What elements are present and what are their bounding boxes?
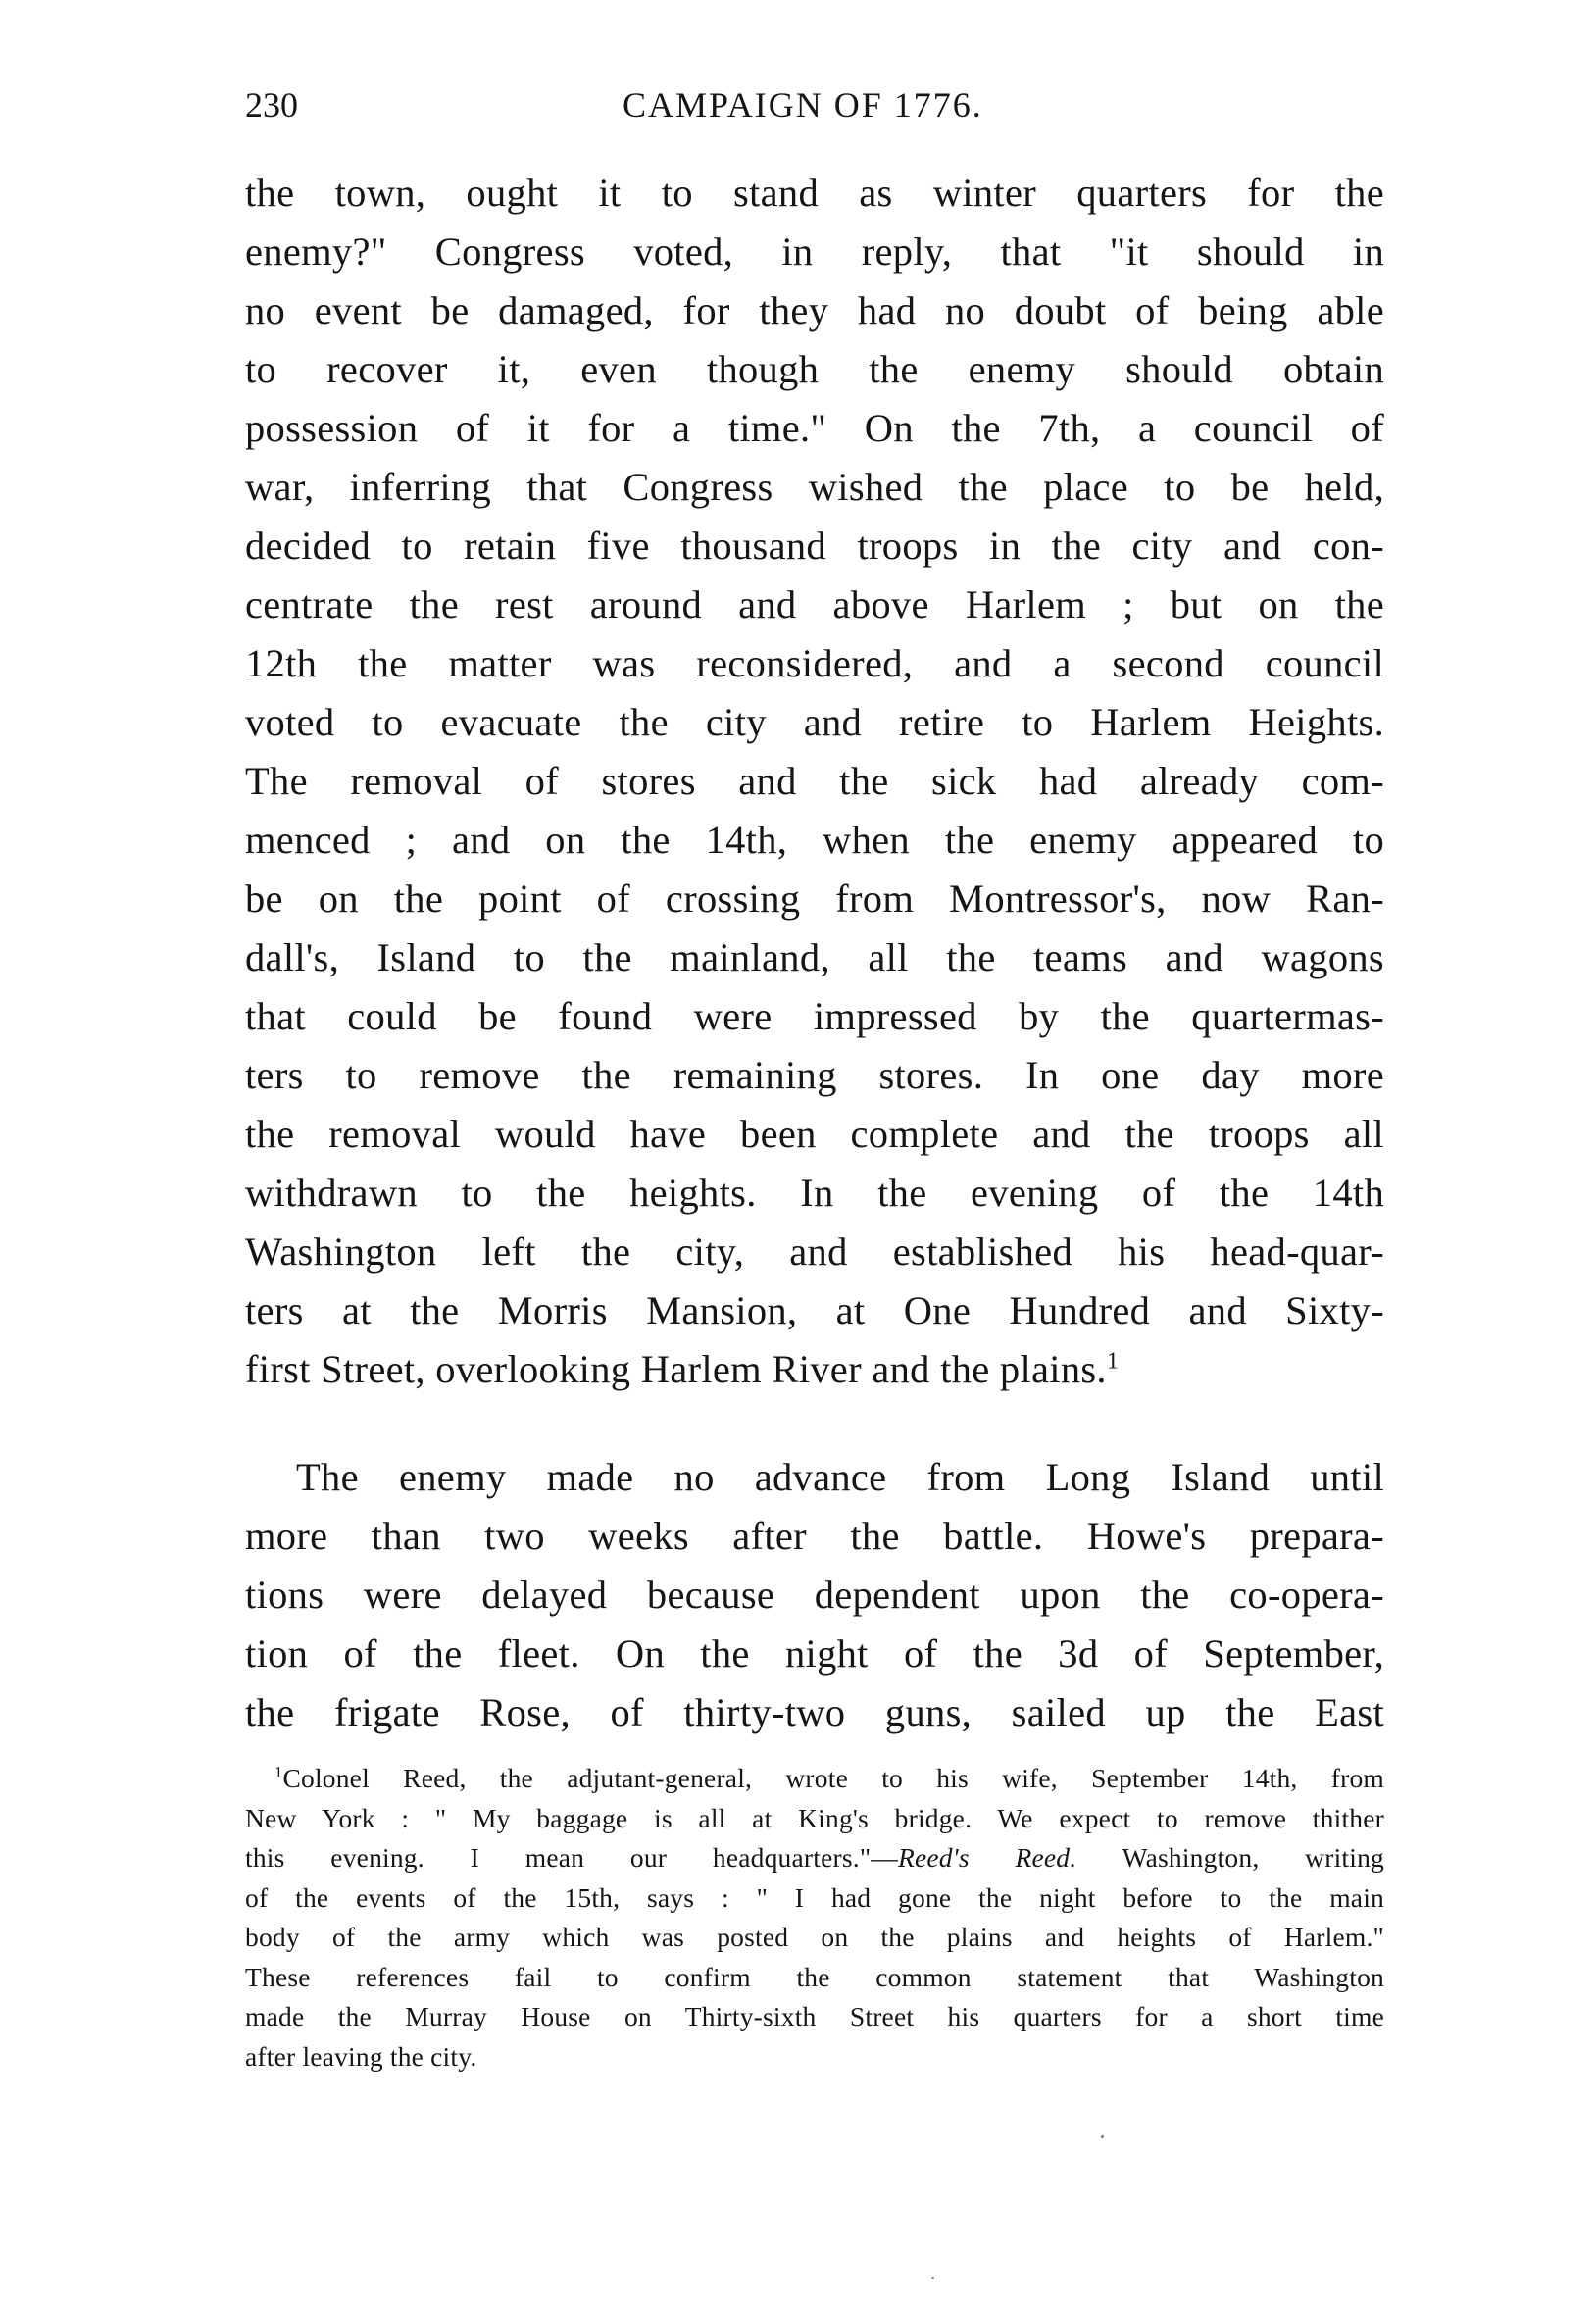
text-line: Washington left the city, and established his head-quar-	[245, 1229, 1384, 1274]
text-line: war, inferring that Congress wished the place to be held,	[245, 465, 1384, 509]
footnote-line: of the events of the 15th, says : " I had gone the night before to the main	[245, 1881, 1384, 1913]
running-title: CAMPAIGN OF 1776.	[623, 85, 983, 125]
text-line: decided to retain five thousand troops in the city and con-	[245, 524, 1384, 568]
footnote-line-tail: Washington, writing	[1076, 1842, 1385, 1873]
text-line: 12th the matter was reconsidered, and a second council	[245, 641, 1384, 685]
text-line: the town, ought it to stand as winter quarters for the	[245, 171, 1384, 215]
text-line: the frigate Rose, of thirty-two guns, sailed up the East	[245, 1690, 1384, 1734]
text-line: voted to evacuate the city and retire to Harlem Heights.	[245, 700, 1384, 744]
footnote-line: New York : " My baggage is all at King's bridge. We expect to remove thither	[245, 1802, 1384, 1833]
text-line: withdrawn to the heights. In the evening of the 14th	[245, 1171, 1384, 1215]
text-line: be on the point of crossing from Montressor's, now Ran-	[245, 876, 1384, 921]
paragraph-1	[245, 164, 1384, 1399]
footnote-line: These references fail to confirm the common statement that Washington	[245, 1961, 1384, 1992]
text-line: The removal of stores and the sick had already com-	[245, 759, 1384, 803]
footnote-line: body of the army which was posted on the plains and heights of Harlem."	[245, 1922, 1384, 1952]
footnote-line-content: this evening. I mean our headquarters."—	[245, 1842, 898, 1873]
text-line: the removal would have been complete and the troops all	[245, 1112, 1384, 1156]
text-line: possession of it for a time." On the 7th, a council of	[245, 406, 1384, 450]
text-line: enemy?" Congress voted, in reply, that "it should in	[245, 229, 1384, 274]
paragraph-2	[245, 1448, 1384, 1742]
footnote-line-last: after leaving the city.	[245, 2040, 477, 2072]
text-line: more than two weeks after the battle. Howe's prepara-	[245, 1514, 1384, 1558]
text-line: no event be damaged, for they had no doubt of being able	[245, 288, 1384, 332]
running-head	[245, 80, 1382, 129]
footnote	[245, 1759, 1384, 2077]
text-line: tion of the fleet. On the night of the 3d of September,	[245, 1631, 1384, 1676]
text-line: dall's, Island to the mainland, all the teams and wagons	[245, 935, 1384, 979]
text-line-content: first Street, overlooking Harlem River and the plains.	[245, 1347, 1107, 1391]
footnote-line	[245, 1838, 1384, 1878]
text-line: centrate the rest around and above Harlem ; but on the	[245, 582, 1384, 626]
text-line: The enemy made no advance from Long Island until	[296, 1455, 1384, 1499]
citation-reeds-reed: Reed's Reed.	[897, 1842, 1077, 1873]
text-line: that could be found were impressed by the quartermas-	[245, 994, 1384, 1038]
text-line-last	[245, 1340, 1384, 1399]
text-line: ters to remove the remaining stores. In one day more	[245, 1053, 1384, 1097]
text-line: to recover it, even though the enemy should obtain	[245, 347, 1384, 391]
text-line: menced ; and on the 14th, when the enemy appeared to	[245, 818, 1384, 862]
paper-speck	[1101, 2135, 1104, 2138]
footnote-reference: 1	[1106, 1347, 1120, 1375]
footnote-line	[245, 1759, 1384, 1799]
paper-speck	[931, 2277, 934, 2279]
text-line: tions were delayed because dependent upon the co-opera-	[245, 1573, 1384, 1617]
footnote-line-content: Colonel Reed, the adjutant-general, wrote to his wife, September 14th, from	[282, 1763, 1384, 1793]
page-number: 230	[245, 85, 298, 125]
text-line: ters at the Morris Mansion, at One Hundred and Sixty-	[245, 1288, 1384, 1332]
footnote-marker: 1	[274, 1762, 283, 1781]
footnote-line: made the Murray House on Thirty-sixth Street his quarters for a short time	[245, 2001, 1384, 2031]
